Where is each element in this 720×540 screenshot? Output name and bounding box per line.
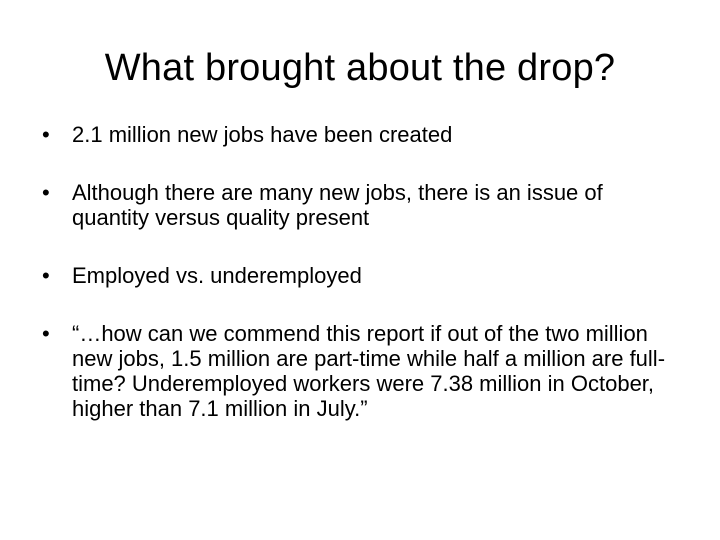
bullet-marker: • xyxy=(42,263,50,288)
bullet-item-quote xyxy=(40,321,680,421)
bullet-text: 2.1 million new jobs have been created xyxy=(72,122,453,147)
bullet-list xyxy=(40,122,680,421)
bullet-text: “…how can we commend this report if out of the two million new jobs, 1.5 million are part-time while half a million are full-time? Underemployed workers were 7.38 million in October, higher than 7.1 million in July.” xyxy=(72,321,666,421)
bullet-marker: • xyxy=(42,321,50,346)
bullet-text: Although there are many new jobs, there is an issue of quantity versus quality present xyxy=(72,180,603,230)
bullet-item-jobs-created xyxy=(40,122,680,147)
bullet-item-quantity-quality xyxy=(40,180,680,230)
bullet-text: Employed vs. underemployed xyxy=(72,263,362,288)
bullet-marker: • xyxy=(42,180,50,205)
slide-title: What brought about the drop? xyxy=(104,47,616,89)
bullet-item-employed-underemployed xyxy=(40,263,680,288)
bullet-marker: • xyxy=(42,122,50,147)
